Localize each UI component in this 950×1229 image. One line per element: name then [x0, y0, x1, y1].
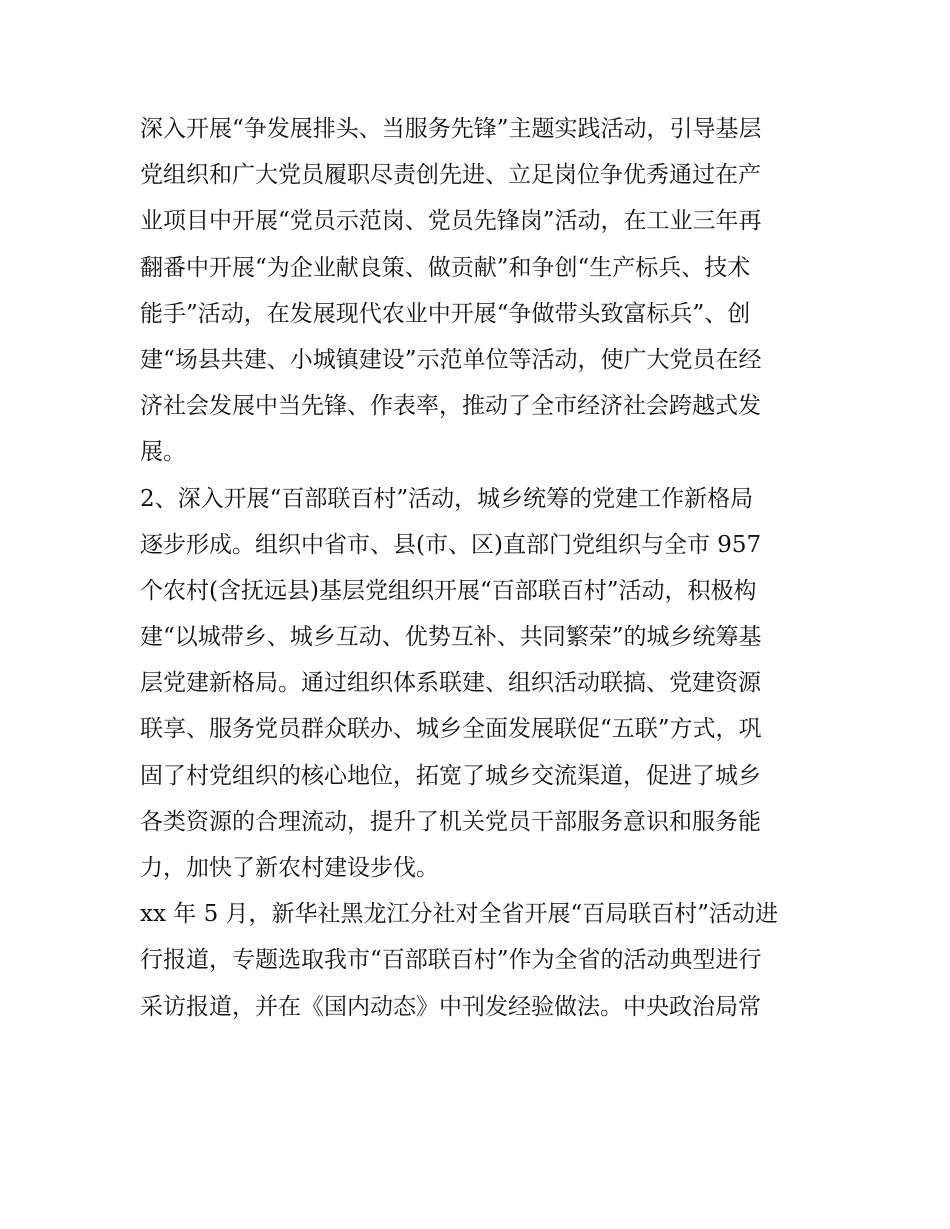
text-line: 2、深入开展“百部联百村”活动，城乡统筹的党建工作新格局 [140, 485, 754, 512]
text-line: 力，加快了新农村建设步伐。 [140, 855, 439, 881]
text-line: 深入开展“争发展排头、当服务先锋”主题实践活动，引导基层 [140, 116, 762, 142]
text-line: xx 年 5 月，新华社黑龙江分社对全省开展“百局联百村”活动进 [140, 901, 779, 928]
text-line: 各类资源的合理流动，提升了机关党员干部服务意识和服务能 [140, 808, 761, 835]
text-line: 固了村党组织的核心地位，拓宽了城乡交流渠道，促进了城乡 [140, 762, 761, 789]
text-line: 个农村(含抚远县)基层党组织开展“百部联百村”活动，积极构 [140, 577, 757, 604]
text-line: 逐步形成。组织中省市、县(市、区)直部门党组织与全市 957 [140, 531, 762, 558]
text-line: 济社会发展中当先锋、作表率，推动了全市经济社会跨越式发 [140, 393, 761, 420]
paragraph-section-2 [140, 476, 812, 892]
document-body [140, 106, 812, 1030]
text-line: 党组织和广大党员履职尽责创先进、立足岗位争优秀通过在产 [140, 162, 761, 189]
text-line: 翻番中开展“为企业献良策、做贡献”和争创“生产标兵、技术 [140, 254, 751, 281]
paragraph-practice-activities [140, 106, 812, 476]
text-line: 建“以城带乡、城乡互动、优势互补、共同繁荣”的城乡统筹基 [140, 624, 762, 651]
text-line: 采访报道，并在《国内动态》中刊发经验做法。中央政治局常 [140, 993, 761, 1020]
text-line: 能手”活动，在发展现代农业中开展“争做带头致富标兵”、创 [140, 300, 751, 327]
text-line: 建“场县共建、小城镇建设”示范单位等活动，使广大党员在经 [140, 346, 762, 373]
text-line: 行报道，专题选取我市“百部联百村”作为全省的活动典型进行 [140, 947, 762, 974]
text-line: 层党建新格局。通过组织体系联建、组织活动联搞、党建资源 [140, 670, 761, 697]
paragraph-xinhua-report [140, 891, 812, 1030]
text-line: 联享、服务党员群众联办、城乡全面发展联促“五联”方式，巩 [140, 716, 762, 743]
text-line: 展。 [140, 439, 186, 466]
text-line: 业项目中开展“党员示范岗、党员先锋岗”活动，在工业三年再 [140, 208, 762, 235]
